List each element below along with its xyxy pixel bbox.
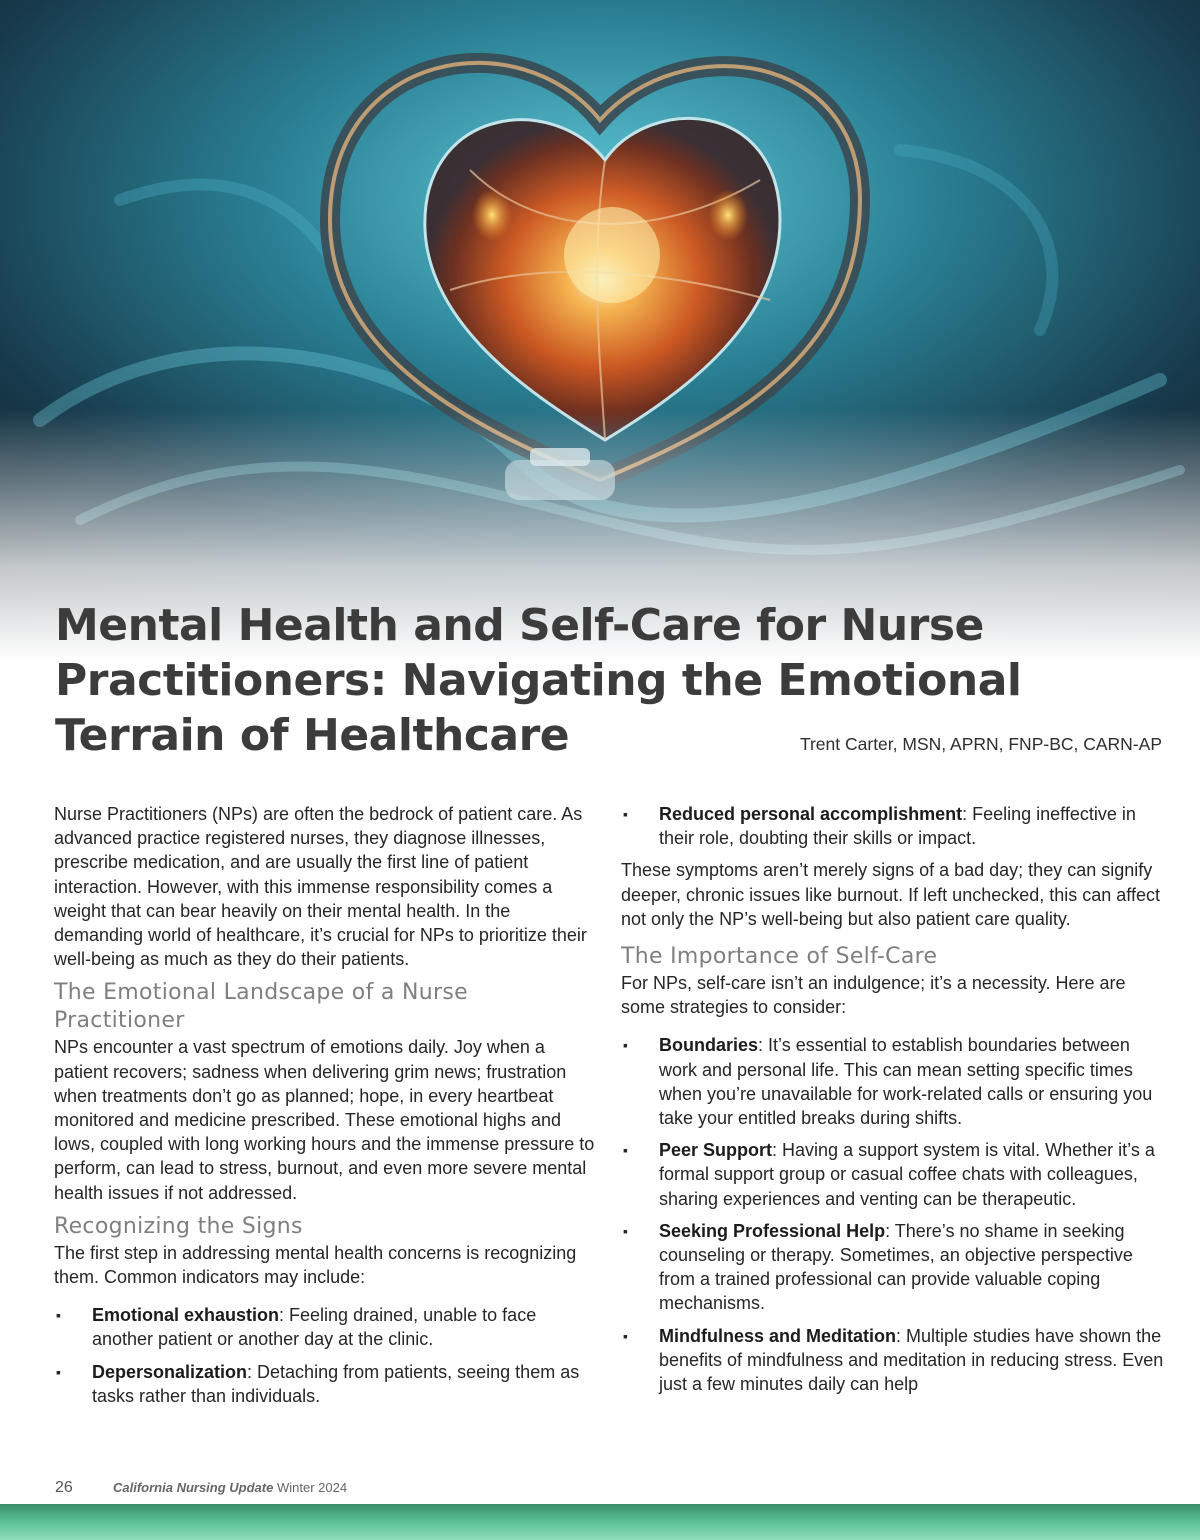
- hero-image: [0, 0, 1200, 660]
- left-column: [54, 802, 602, 1416]
- list-item-text: : Multiple studies have shown the benefits of mindfulness and meditation in reducing stress. Even just a few minutes daily can help: [659, 1325, 1164, 1395]
- list-item: [54, 1303, 602, 1351]
- strategies-list: [621, 1033, 1166, 1396]
- list-item-term: Peer Support: [659, 1140, 773, 1161]
- list-item-term: Seeking Professional Help: [659, 1220, 886, 1241]
- section-heading-recognizing-signs: Recognizing the Signs: [54, 1213, 303, 1239]
- footer-color-bar: [0, 1504, 1200, 1540]
- list-item-text: : There’s no shame in seeking counseling or therapy. Sometimes, an objective perspective from a trained professional can provide valuable coping mechanisms.: [659, 1220, 1133, 1314]
- list-item-term: Depersonalization: [92, 1361, 248, 1382]
- list-item-text: : It’s essential to establish boundaries between work and personal life. This can mean setting specific times when you’re unavailable for work-related calls or ensuring you take your entitled breaks during shifts.: [659, 1035, 1153, 1129]
- list-item-text: : Having a support system is vital. Whether it’s a formal support group or casual coffee chats with colleagues, sharing experiences and venting can be therapeutic.: [659, 1140, 1155, 1209]
- list-item: [54, 1360, 602, 1408]
- list-item-text: : Detaching from patients, seeing them as tasks rather than individuals.: [92, 1361, 580, 1406]
- list-item: [621, 802, 1166, 850]
- right-column: [621, 802, 1166, 1404]
- list-item: [621, 1219, 1166, 1316]
- self-care-paragraph: For NPs, self-care isn’t an indulgence; it’s a necessity. Here are some strategies to consider:: [621, 973, 1126, 1018]
- list-item-term: Emotional exhaustion: [92, 1305, 280, 1326]
- recognizing-signs-paragraph: The first step in addressing mental health concerns is recognizing them. Common indicators may include:: [54, 1242, 577, 1288]
- section-heading-emotional-landscape: The Emotional Landscape of a Nurse Practitioner: [54, 980, 468, 1034]
- title-line: Terrain of Healthcare: [55, 710, 570, 761]
- author-byline: Trent Carter, MSN, APRN, FNP-BC, CARN-AP: [799, 734, 1162, 754]
- title-line: Mental Health and Self-Care for Nurse: [55, 600, 984, 651]
- publication-name: California Nursing Update: [113, 1480, 274, 1495]
- issue-label: Winter 2024: [273, 1480, 348, 1495]
- list-item: [621, 1033, 1166, 1130]
- symptoms-paragraph: These symptoms aren’t merely signs of a bad day; they can signify deeper, chronic issues like burnout. If left unchecked, this can affect not only the NP’s well-being but also patient care quality.: [621, 860, 1160, 929]
- page-footer: [55, 1479, 347, 1497]
- signs-list-continued: [621, 802, 1166, 850]
- bullet-icon: ▪: [623, 1037, 628, 1054]
- list-item-term: Reduced personal accomplishment: [659, 804, 963, 824]
- bullet-icon: ▪: [56, 1363, 61, 1380]
- list-item: [621, 1324, 1166, 1397]
- bullet-icon: ▪: [623, 806, 628, 822]
- list-item-term: Boundaries: [659, 1035, 759, 1056]
- list-item-term: Mindfulness and Meditation: [659, 1325, 896, 1346]
- title-line: Practitioners: Navigating the Emotional: [55, 655, 1022, 706]
- intro-paragraph: Nurse Practitioners (NPs) are often the bedrock of patient care. As advanced practice registered nurses, they diagnose illnesses, prescribe medication, and are usually the first line of patient interaction. However, with this immense responsibility comes a weight that can bear heavily on their mental health. In the demanding world of healthcare, it’s crucial for NPs to prioritize their well-being as much as they do their patients.: [54, 804, 587, 970]
- bullet-icon: ▪: [623, 1327, 628, 1344]
- bullet-icon: ▪: [623, 1142, 628, 1159]
- bullet-icon: ▪: [623, 1222, 628, 1239]
- list-item: [621, 1138, 1166, 1211]
- signs-list: [54, 1303, 602, 1408]
- section-heading-self-care: The Importance of Self-Care: [621, 944, 938, 970]
- page-number: 26: [55, 1479, 73, 1496]
- list-item-text: : Feeling drained, unable to face another patient or another day at the clinic.: [92, 1305, 537, 1350]
- list-item-text: : Feeling ineffective in their role, doubting their skills or impact.: [659, 804, 1136, 849]
- emotional-landscape-paragraph: NPs encounter a vast spectrum of emotions daily. Joy when a patient recovers; sadness when delivering grim news; frustration when treatments don’t go as planned; hope, in every heartbeat monitored and medicine prescribed. These emotional highs and lows, coupled with long working hours and the immense pressure to perform, can lead to stress, burnout, and even more severe mental health issues if not addressed.: [54, 1037, 595, 1203]
- bullet-icon: ▪: [56, 1307, 61, 1324]
